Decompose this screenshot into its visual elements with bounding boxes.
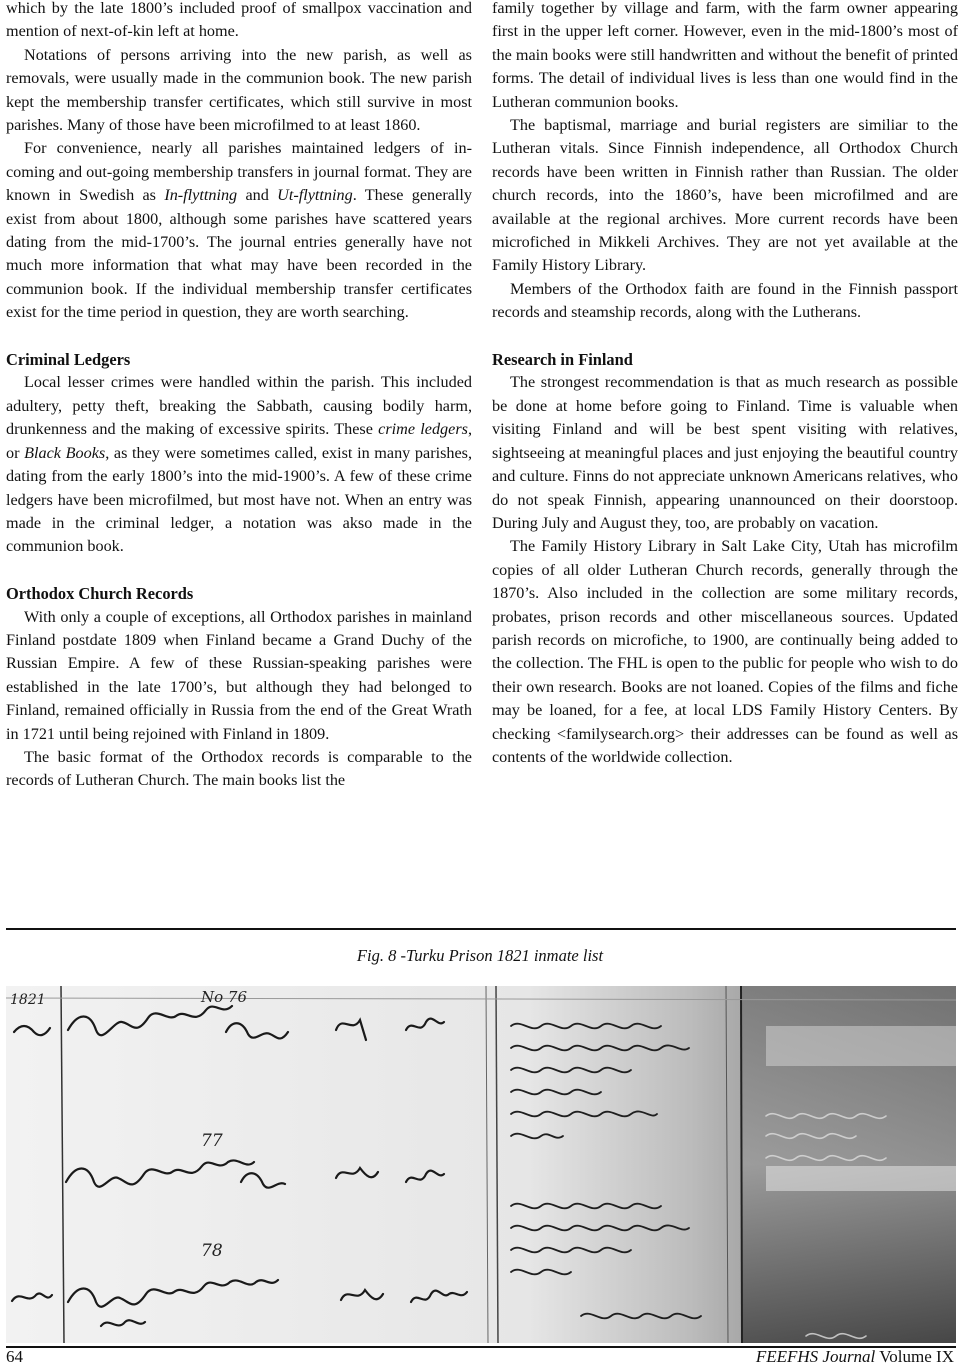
paragraph: family together by village and farm, with the farm owner appearing first in the upper left corner. However, even in the mid-1800’s most of the main books were still handwritten and without the benefit of printed forms. The detail of individual lives is less than one would find in the Lutheran communion books.: [492, 0, 958, 111]
figure-prison-ledger-image: [6, 986, 956, 1343]
journal-volume: Volume IX: [875, 1347, 954, 1366]
section-heading-research-in-finland: Research in Finland: [492, 350, 633, 370]
paragraph: Members of the Orthodox faith are found in the Finnish passport records and steamship records, along with the Lutherans.: [492, 279, 958, 322]
ledger-scan: [6, 986, 956, 1343]
paragraph: With only a couple of exceptions, all Orthodox parishes in mainland Finland postdate 1809 when Finland became a Grand Duchy of the Russian Empire. A few of these Russian-speaking parishes were established in the late 1700’s, but although they had belonged to Finland, remained officially in Russia from the end of the Great Wrath in 1721 until being rejoined with Finland in 1809.: [6, 607, 472, 743]
entry-number: 78: [201, 1241, 223, 1261]
right-column: [492, 0, 958, 769]
page-number: 64: [6, 1347, 23, 1366]
paragraph: Local lesser crimes were handled within the parish. This included adultery, petty theft, breaking the Sabbath, causing bodily harm, drunkenness and the making of excessive spirits. These crime ledgers, or Black Books, as they were sometimes called, exist in many parishes, dating from the early 1800’s into the mid-1900’s. A few of these crime ledgers have been microfilmed, but most have not. When an entry was made in the criminal ledger, a notation was akso made in the communion book.: [6, 373, 473, 556]
paragraph: The baptismal, marriage and burial registers are similiar to the Lutheran vitals. Since Finnish independence, all Orthodox Church records have been written in Finnish rather than Russian. The older church records, into the 1860’s, have been microfilmed and are available at the regional archives. More current records have been microfiched in Mikkeli Archives. They are not yet available at the Family History Library.: [492, 116, 958, 275]
paragraph: The strongest recommendation is that as much research as possible be done at home before going to Finland. Time is valuable when visiting Finland and will be best spent visiting with relatives, sightseeing at meaningful places and just enjoying the beautiful country and culture. Finns do not appreciate unknown Americans relatives, who do not speak Finnish, appearing unannounced on their doorstoop. During July and August they, too, are probably on vacation.: [492, 373, 958, 532]
section-heading-orthodox-church-records: Orthodox Church Records: [6, 584, 194, 604]
ledger-year: 1821: [10, 992, 46, 1008]
left-column: [6, 0, 472, 793]
entry-number: 77: [201, 1131, 223, 1151]
top-rule: [6, 928, 956, 930]
journal-footer: [756, 1347, 954, 1367]
journal-name: FEEFHS Journal: [755, 1347, 876, 1366]
figure-caption: Fig. 8 -Turku Prison 1821 inmate list: [356, 946, 604, 965]
paragraph: Notations of persons arriving into the new parish, as well as removals, were usually made in the communion book. The new parish kept the membership transfer certificates, which still survive in most parishes. Many of those have been microfilmed to at least 1860.: [6, 45, 472, 135]
paragraph: The Family History Library in Salt Lake City, Utah has microfilm copies of all older Lutheran Church records, generally through the 1870’s. Also included in the collection are some military records, probates, prison records and other miscellaneous sources. Updated parish records on microfiche, to 1900, are continually being added to the collection. The FHL is open to the public for people who wish to do their own research. Books are not loaned. Copies of the films and fiche may be loaned, for a fee, at local LDS Family History Centers. By checking <familysearch.org> their addresses can be found as well as contents of the worldwide collection.: [492, 537, 958, 766]
paragraph: For convenience, nearly all parishes maintained ledgers of in-coming and out-going membership transfers in journal format. They are known in Swedish as In-flyttning and Ut-flyttning. These generally exist from about 1800, although some parishes have scattered years dating from the mid-1700’s. The journal entries generally have not much more information that what may have been recorded in the communion book. If the individual membership transfer certificates exist for the time period in question, they are worth searching.: [6, 139, 472, 322]
paragraph: which by the late 1800’s included proof of smallpox vaccination and mention of next-of-kin left at home.: [6, 0, 472, 41]
section-heading-criminal-ledgers: Criminal Ledgers: [6, 350, 131, 370]
entry-number: No 76: [201, 988, 248, 1006]
paragraph: The basic format of the Orthodox records is comparable to the records of Lutheran Church. The main books list the: [6, 747, 472, 790]
